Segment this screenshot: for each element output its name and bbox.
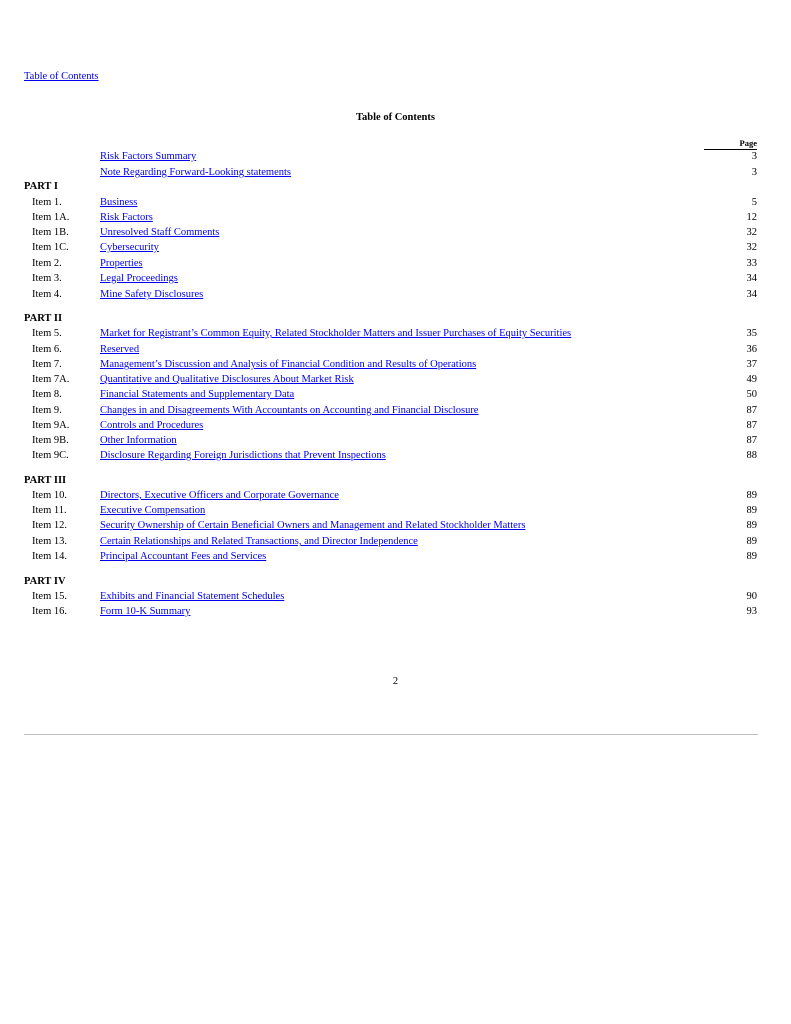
toc-item-number: Item 7. (32, 359, 62, 370)
toc-page-number: 93 (746, 606, 757, 617)
part-heading: PART IV (24, 576, 66, 587)
toc-link-risk-factors-summary[interactable]: Risk Factors Summary (100, 151, 197, 162)
toc-link[interactable]: Risk Factors (100, 212, 153, 223)
toc-item-number: Item 9. (32, 405, 62, 416)
page-number: 2 (392, 676, 399, 687)
part-heading: PART III (24, 475, 67, 486)
toc-link[interactable]: Properties (100, 258, 143, 269)
toc-row (0, 433, 791, 448)
toc-row (0, 549, 791, 564)
toc-page-number: 87 (746, 435, 757, 446)
toc-link[interactable]: Security Ownership of Certain Beneficial Owners and Management and Related Stockholder Matters (100, 520, 526, 531)
toc-page-number: 36 (746, 344, 757, 355)
toc-page-number: 89 (746, 551, 757, 562)
toc-link[interactable]: Certain Relationships and Related Transactions, and Director Independence (100, 536, 418, 547)
toc-item-number: Item 15. (32, 591, 67, 602)
toc-row (0, 503, 791, 518)
toc-link[interactable]: Market for Registrant’s Common Equity, Related Stockholder Matters and Issuer Purchases of Equity Securities (100, 328, 572, 339)
toc-link[interactable]: Mine Safety Disclosures (100, 289, 204, 300)
toc-page-number: 3 (751, 151, 757, 162)
toc-item-number: Item 9B. (32, 435, 69, 446)
toc-page-number: 12 (746, 212, 757, 223)
toc-page-number: 89 (746, 536, 757, 547)
toc-row (0, 604, 791, 619)
toc-page-number: 88 (746, 450, 757, 461)
toc-row (0, 448, 791, 463)
toc-item-number: Item 6. (32, 344, 62, 355)
page-divider (24, 734, 758, 735)
toc-item-number: Item 1A. (32, 212, 70, 223)
page-title: Table of Contents (356, 112, 435, 123)
toc-row (0, 589, 791, 604)
toc-link[interactable]: Form 10-K Summary (100, 606, 191, 617)
toc-link[interactable]: Directors, Executive Officers and Corporate Governance (100, 490, 339, 501)
toc-link[interactable]: Changes in and Disagreements With Accountants on Accounting and Financial Disclosure (100, 405, 479, 416)
toc-row (0, 326, 791, 341)
page-column-header: Page (704, 138, 757, 150)
toc-row (0, 518, 791, 533)
toc-link[interactable]: Business (100, 197, 138, 208)
toc-page-number: 5 (751, 197, 757, 208)
toc-link[interactable]: Quantitative and Qualitative Disclosures About Market Risk (100, 374, 354, 385)
toc-page-number: 34 (746, 273, 757, 284)
toc-page-number: 87 (746, 405, 757, 416)
toc-page-number: 90 (746, 591, 757, 602)
toc-row (0, 256, 791, 271)
toc-row (0, 287, 791, 302)
toc-row (0, 372, 791, 387)
toc-link[interactable]: Other Information (100, 435, 177, 446)
toc-item-number: Item 16. (32, 606, 67, 617)
part-heading: PART II (24, 313, 63, 324)
toc-item-number: Item 1B. (32, 227, 69, 238)
toc-row (0, 403, 791, 418)
toc-row (0, 271, 791, 286)
toc-row (0, 210, 791, 225)
toc-link[interactable]: Unresolved Staff Comments (100, 227, 220, 238)
toc-link[interactable]: Reserved (100, 344, 140, 355)
toc-link[interactable]: Disclosure Regarding Foreign Jurisdictions that Prevent Inspections (100, 450, 386, 461)
toc-row (0, 488, 791, 503)
toc-row (0, 357, 791, 372)
toc-item-number: Item 1C. (32, 242, 69, 253)
toc-link[interactable]: Legal Proceedings (100, 273, 178, 284)
toc-page-number: 32 (746, 242, 757, 253)
toc-page-number: 35 (746, 328, 757, 339)
toc-row (0, 225, 791, 240)
toc-item-number: Item 7A. (32, 374, 70, 385)
toc-item-number: Item 3. (32, 273, 62, 284)
toc-item-number: Item 14. (32, 551, 67, 562)
toc-page-number: 34 (746, 289, 757, 300)
toc-page-number: 89 (746, 505, 757, 516)
toc-row (0, 240, 791, 255)
toc-link[interactable]: Principal Accountant Fees and Services (100, 551, 267, 562)
toc-item-number: Item 10. (32, 490, 67, 501)
toc-item-number: Item 9A. (32, 420, 70, 431)
toc-page-number: 50 (746, 389, 757, 400)
toc-row (0, 342, 791, 357)
toc-link[interactable]: Management’s Discussion and Analysis of Financial Condition and Results of Operations (100, 359, 477, 370)
toc-page-number: 87 (746, 420, 757, 431)
toc-item-number: Item 11. (32, 505, 67, 516)
toc-page-number: 49 (746, 374, 757, 385)
toc-link-forward-looking[interactable]: Note Regarding Forward-Looking statements (100, 167, 291, 178)
toc-row (0, 165, 791, 180)
toc-item-number: Item 8. (32, 389, 62, 400)
toc-page-number: 3 (751, 167, 757, 178)
toc-page-number: 89 (746, 520, 757, 531)
toc-row (0, 387, 791, 402)
toc-link[interactable]: Cybersecurity (100, 242, 159, 253)
toc-row (0, 418, 791, 433)
toc-item-number: Item 13. (32, 536, 67, 547)
toc-item-number: Item 9C. (32, 450, 69, 461)
toc-link[interactable]: Exhibits and Financial Statement Schedules (100, 591, 285, 602)
toc-row (0, 195, 791, 210)
table-of-contents-link[interactable]: Table of Contents (24, 71, 99, 82)
toc-link[interactable]: Executive Compensation (100, 505, 206, 516)
part-heading: PART I (24, 181, 58, 192)
toc-row (0, 149, 791, 164)
toc-item-number: Item 12. (32, 520, 67, 531)
toc-item-number: Item 5. (32, 328, 62, 339)
toc-row (0, 534, 791, 549)
toc-page-number: 33 (746, 258, 757, 269)
toc-page-number: 89 (746, 490, 757, 501)
toc-item-number: Item 2. (32, 258, 62, 269)
toc-page-number: 37 (746, 359, 757, 370)
toc-item-number: Item 1. (32, 197, 62, 208)
toc-item-number: Item 4. (32, 289, 62, 300)
toc-page-number: 32 (746, 227, 757, 238)
toc-link[interactable]: Financial Statements and Supplementary Data (100, 389, 295, 400)
toc-link[interactable]: Controls and Procedures (100, 420, 204, 431)
